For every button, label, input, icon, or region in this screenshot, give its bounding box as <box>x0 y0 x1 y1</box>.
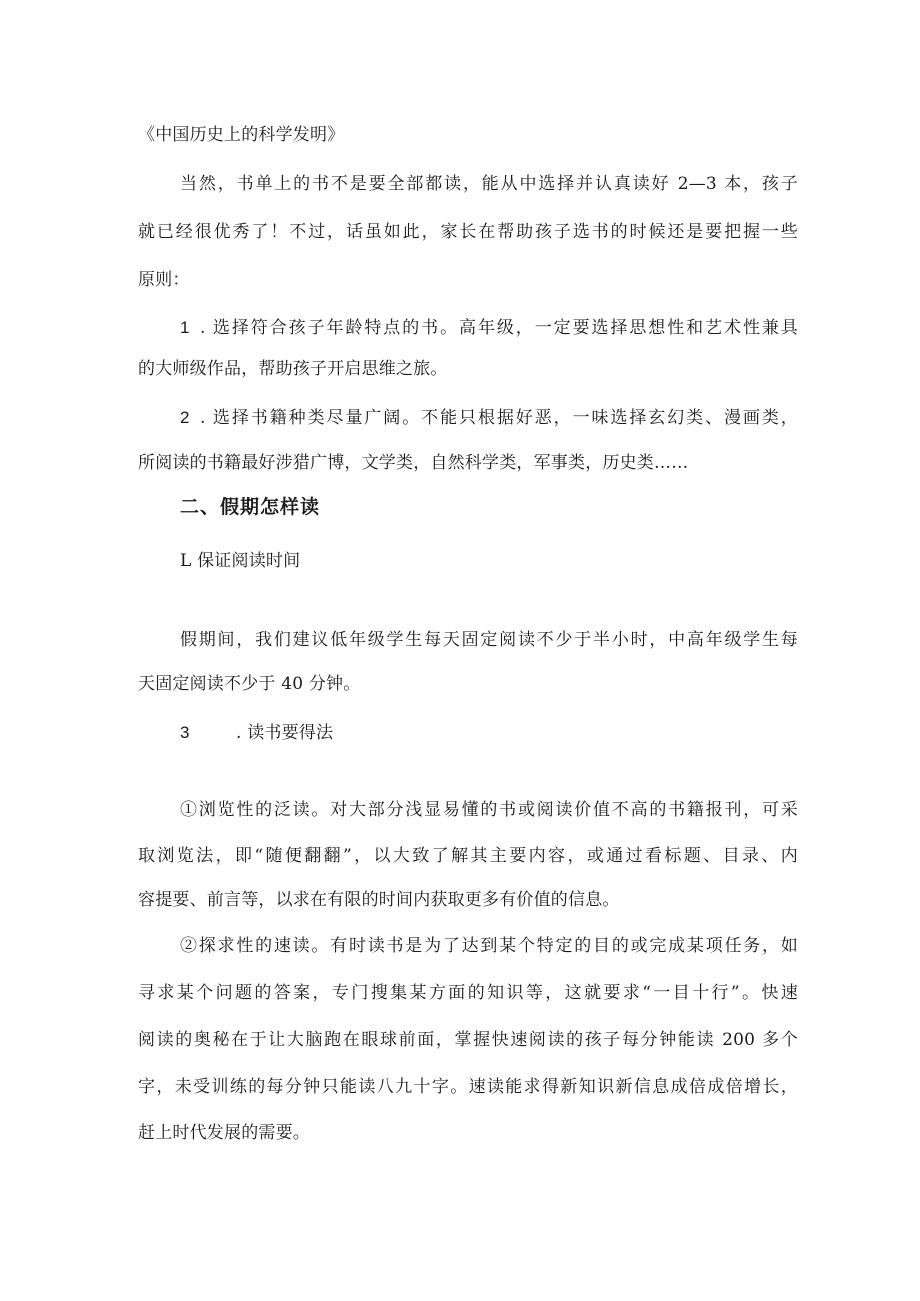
method2-line-1: ②探求性的速读。有时读书是为了达到某个特定的目的或完成某项任务，如 <box>180 936 798 956</box>
method2-line-5: 赶上时代发展的需要。 <box>138 1123 310 1143</box>
method2-line-4: 字，未受训练的每分钟只能读八九十字。速读能求得新知识新信息成倍成倍增长， <box>138 1077 798 1097</box>
principle-2-line-2: 所阅读的书籍最好涉猎广博，文学类，自然科学类，军事类，历史类…… <box>138 453 689 473</box>
principle-1-line-1: . 选择符合孩子年龄特点的书。高年级，一定要选择思想性和艺术性兼具 <box>200 318 798 338</box>
sub3-number-text: 3 <box>180 723 190 742</box>
method1-line-2: 取浏览法，即“随便翻翻”，以大致了解其主要内容，或通过看标题、目录、内 <box>138 846 798 866</box>
sub1-line-2: 天固定阅读不少于 40 分钟。 <box>138 674 361 694</box>
section-heading: 二、假期怎样读 <box>180 496 321 518</box>
principle-1-number-text: 1 <box>180 318 190 337</box>
principle-2-line-1: . 选择书籍种类尽量广阔。不能只根据好恶，一味选择玄幻类、漫画类， <box>200 408 798 428</box>
principle-2-number-text: 2 <box>180 408 190 427</box>
method1-line-1: ①浏览性的泛读。对大部分浅显易懂的书或阅读价值不高的书籍报刊，可采 <box>180 800 798 820</box>
intro-line-2: 就已经很优秀了！不过，话虽如此，家长在帮助孩子选书的时候还是要把握一些 <box>138 222 798 242</box>
intro-line-1: 当然，书单上的书不是要全部都读，能从中选择并认真读好 2—3 本，孩子 <box>180 174 798 194</box>
book-title: 《中国历史上的科学发明》 <box>138 125 345 145</box>
sub3-number <box>180 722 210 744</box>
principle-1-line-2: 的大师级作品，帮助孩子开启思维之旅。 <box>138 359 448 379</box>
method2-line-3: 阅读的奥秘在于让大脑跑在眼球前面，掌握快速阅读的孩子每分钟能读 200 多个 <box>138 1030 798 1050</box>
method1-line-3: 容提要、前言等，以求在有限的时间内获取更多有价值的信息。 <box>138 890 620 910</box>
intro-line-3: 原则： <box>138 270 190 290</box>
method2-line-2: 寻求某个问题的答案，专门搜集某方面的知识等，这就要求“一目十行”。快速 <box>138 983 798 1003</box>
sub3-label: . 读书要得法 <box>236 723 334 743</box>
sub1-label: L 保证阅读时间 <box>180 551 301 571</box>
sub1-line-1: 假期间，我们建议低年级学生每天固定阅读不少于半小时，中高年级学生每 <box>180 630 798 650</box>
